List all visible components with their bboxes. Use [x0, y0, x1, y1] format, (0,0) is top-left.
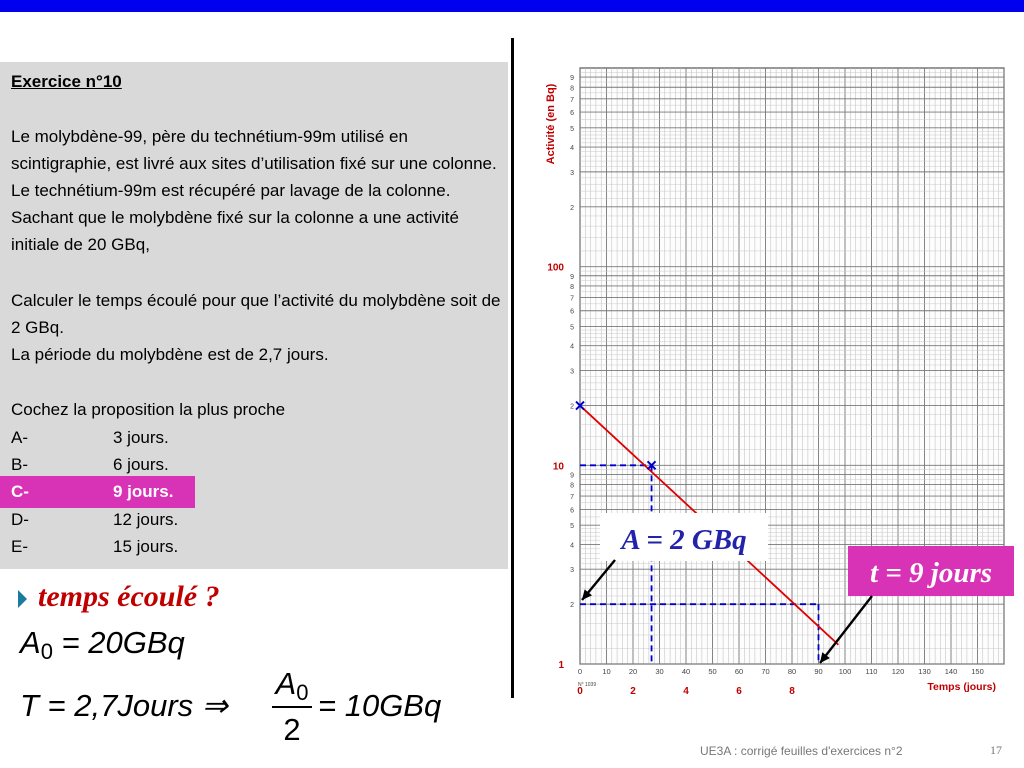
fraction-denominator: 2 [283, 712, 301, 747]
choice-d[interactable] [0, 506, 300, 533]
paper-tick-label: 8 [570, 85, 574, 93]
paper-x-tick: 120 [891, 667, 905, 676]
choice-value: 15 jours. [113, 537, 179, 556]
choice-a[interactable] [0, 424, 300, 451]
choice-value: 6 jours. [113, 455, 169, 474]
paper-tick-label: 7 [570, 295, 574, 303]
choice-value: 3 jours. [113, 428, 169, 447]
annotation-time: t = 9 jours [869, 557, 993, 589]
formula-fraction [272, 666, 312, 748]
y-axis-title: Activité (en Bq) [545, 83, 557, 165]
y-tick-label: 100 [547, 262, 564, 274]
paper-x-tick: 150 [971, 667, 984, 676]
paper-tick-label: 2 [570, 602, 574, 610]
paper-tick-label: 5 [570, 523, 574, 531]
exercise-period: La période du molybdène est de 2,7 jours. [11, 345, 329, 364]
formula-value: = 20GBq [52, 625, 185, 660]
paper-tick-label: 3 [570, 368, 574, 376]
y-tick-label: 1 [558, 660, 564, 671]
numerator-symbol: A [275, 666, 297, 701]
paper-tick-label: 5 [570, 324, 574, 332]
choice-value: 9 jours. [113, 482, 174, 501]
paper-x-tick: 80 [787, 667, 797, 676]
x-tick-label: 8 [789, 686, 795, 697]
formula-symbol: A [20, 625, 41, 660]
choice-letter: E- [11, 537, 28, 556]
page-number: 17 [990, 743, 1002, 757]
paper-x-tick: 20 [628, 667, 638, 676]
paper-tick-label: 7 [570, 96, 574, 104]
annotation-activity: A = 2 GBq [621, 524, 747, 556]
paper-x-tick: 10 [602, 667, 611, 676]
paper-tick-label: 2 [570, 403, 574, 411]
paper-tick-label: 4 [570, 145, 574, 153]
paper-tick-label: 7 [570, 494, 574, 502]
choice-value: 12 jours. [113, 510, 179, 529]
exercise-statement: Le molybdène-99, père du technétium-99m utilisé en scintigraphie, est livré aux sites d’utilisation fixé sur une colonne. Le technétium-99m est récupéré par lavage de la colonne. Sachant que le molybdène fixé sur la colonne a une activité initiale de 20 GBq, [11, 127, 497, 254]
formula-period: T = 2,7Jours ⇒ [20, 688, 228, 723]
exercise-question: Calculer le temps écoulé pour que l’activité du molybdène soit de 2 GBq. [11, 291, 501, 337]
solution-question: temps écoulé ? [38, 580, 220, 613]
exercise-title: Exercice n°10 [11, 72, 122, 91]
fraction-bar [272, 706, 312, 708]
divider-line [511, 38, 514, 698]
paper-tick-label: 8 [570, 283, 574, 291]
paper-x-tick: 90 [814, 667, 823, 676]
paper-x-tick: 130 [918, 667, 931, 676]
choice-c-selected[interactable] [0, 476, 195, 508]
x-tick-label: 4 [683, 686, 689, 697]
choice-b[interactable] [0, 451, 300, 478]
paper-tick-label: 9 [570, 75, 574, 83]
choice-letter: B- [11, 455, 28, 474]
top-bar [0, 0, 1024, 12]
exercise-instruction: Cochez la proposition la plus proche [11, 400, 286, 419]
x-tick-label: 2 [630, 686, 636, 697]
paper-x-tick: 30 [655, 667, 664, 676]
paper-id: N° 1039 [578, 682, 597, 688]
x-tick-label: 6 [736, 686, 742, 697]
choice-e[interactable] [0, 533, 300, 560]
paper-tick-label: 3 [570, 567, 574, 575]
semilog-chart [520, 50, 1024, 700]
footer-text: UE3A : corrigé feuilles d'exercices n°2 [700, 744, 903, 758]
formula-result: = 10GBq [318, 688, 442, 723]
paper-tick-label: 9 [570, 273, 574, 281]
numerator-subscript: 0 [296, 680, 309, 705]
paper-tick-label: 6 [570, 110, 574, 118]
bullet-arrow-icon [18, 590, 27, 608]
fraction-numerator [272, 666, 312, 704]
paper-tick-label: 4 [570, 542, 574, 550]
paper-x-tick: 70 [761, 667, 770, 676]
paper-tick-label: 8 [570, 482, 574, 490]
x-tick-label: 0 [577, 686, 583, 697]
choice-letter: C- [11, 482, 29, 501]
paper-x-tick: 140 [944, 667, 958, 676]
paper-tick-label: 3 [570, 169, 574, 177]
paper-tick-label: 6 [570, 507, 574, 515]
x-axis-title: Temps (jours) [927, 681, 996, 693]
formula-subscript: 0 [40, 639, 53, 664]
paper-x-tick: 60 [734, 667, 744, 676]
paper-tick-label: 9 [570, 472, 574, 480]
paper-tick-label: 4 [570, 343, 574, 351]
paper-x-tick: 0 [577, 667, 583, 676]
y-tick-label: 10 [552, 461, 564, 473]
chart-grid [545, 68, 1004, 697]
paper-tick-label: 2 [570, 204, 574, 212]
choice-letter: A- [11, 428, 28, 447]
paper-tick-label: 6 [570, 308, 574, 316]
paper-x-tick: 110 [865, 667, 878, 676]
paper-x-tick: 100 [838, 667, 852, 676]
formula-initial-activity [20, 625, 185, 665]
paper-x-tick: 50 [708, 667, 717, 676]
choice-letter: D- [11, 510, 29, 529]
paper-x-tick: 40 [681, 667, 691, 676]
paper-tick-label: 5 [570, 125, 574, 133]
